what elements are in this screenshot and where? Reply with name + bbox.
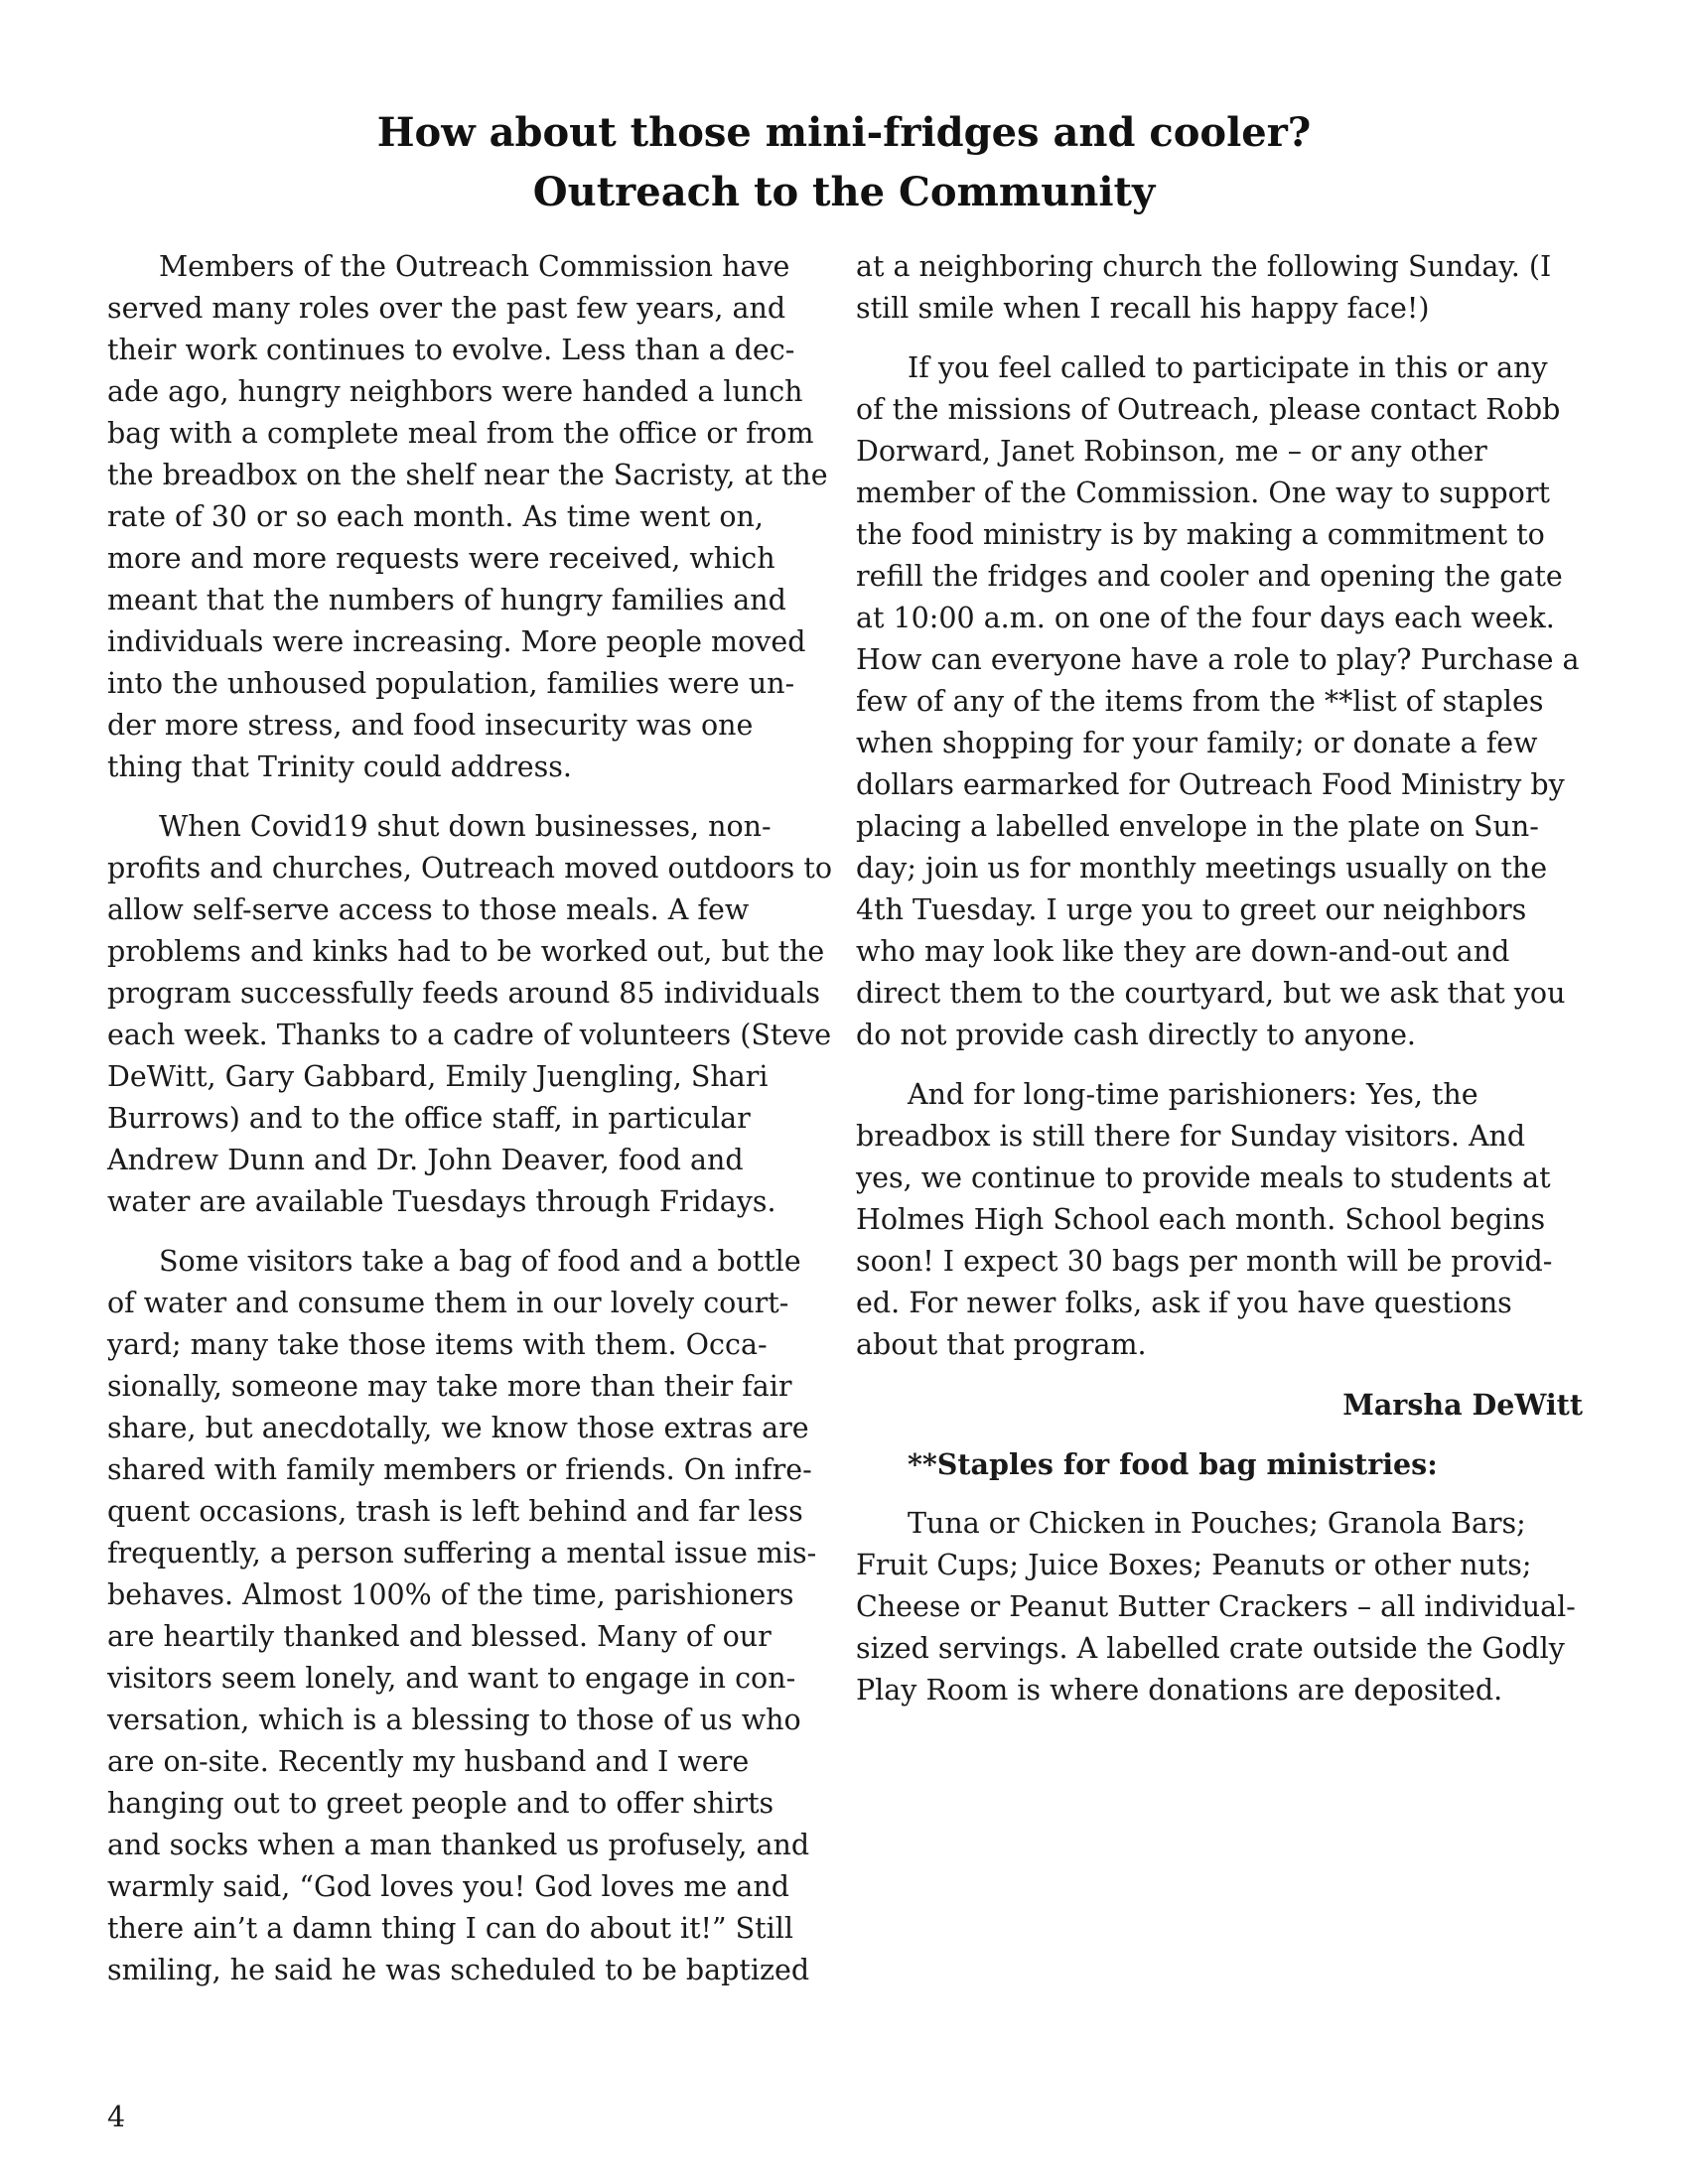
title-line-1: How about those mini-fridges and cooler? [376,109,1312,156]
author-signature: Marsha DeWitt [1342,1388,1583,1422]
right-column [856,246,1583,1729]
page-number: 4 [107,2101,126,2133]
paragraph-continuation: at a neighboring church the following Sunday. (I still smile when I recall his happy face!) [856,250,1552,325]
paragraph-participate: If you feel called to participate in this or any of the missions of Outreach, please contact Robb Dorward, Janet Robinson, me – or any other member of the Commission. One way to support the food ministry is by making a commitment to refill the fridges and cooler and opening the gate at 10:00 a.m. on one of the four days each week. How can everyone have a role to play? Purchase a few of any of the items from the **list of staples when shopping for your family; or donate a few dollars earmarked for Outreach Food Ministry by placing a labelled envelope in the plate on Sunday; join us for monthly meetings usually on the 4th Tuesday. I urge you to greet our neighbors who may look like they are down-and-out and direct them to the courtyard, but we ask that you do not provide cash directly to anyone. [856,351,1580,1051]
paragraph-parishioners: And for long-time parishioners: Yes, the breadbox is still there for Sunday visitors. And yes, we continue to provide meals to students at Holmes High School each month. School begins soon! I expect 30 bags per month will be provided. For newer folks, ask if you have questions about that program. [856,1078,1553,1361]
paragraph-history: Members of the Outreach Commission have served many roles over the past few years, and their work continues to evolve. Less than a decade ago, hungry neighbors were handed a lunch bag with a complete meal from the office or from the breadbox on the shelf near the Sacristy, at the rate of 30 or so each month. As time went on, more and more requests were received, which meant that the numbers of hungry families and individuals were increasing. More people moved into the unhoused population, families were under more stress, and food insecurity was one thing that Trinity could address. [107,250,828,783]
title-line-2: Outreach to the Community [532,169,1156,215]
paragraph-covid: When Covid19 shut down businesses, nonprofits and churches, Outreach moved outdoors to allow self-serve access to those meals. A few problems and kinks had to be worked out, but the program successfully feeds around 85 individuals each week. Thanks to a cadre of volunteers (Steve DeWitt, Gary Gabbard, Emily Juengling, Shari Burrows) and to the office staff, in particular Andrew Dunn and Dr. John Deaver, food and water are available Tuesdays through Fridays. [107,810,832,1218]
paragraph-visitors: Some visitors take a bag of food and a bottle of water and consume them in our lovely courtyard; many take those items with them. Occasionally, someone may take more than their fair share, but anecdotally, we know those extras are shared with family members or friends. On infrequent occasions, trash is left behind and far less frequently, a person suffering a mental issue misbehaves. Almost 100% of the time, parishioners are heartily thanked and blessed. Many of our visitors seem lonely, and want to engage in conversation, which is a blessing to those of us who are on-site. Recently my husband and I were hanging out to greet people and to offer shirts and socks when a man thanked us profusely, and warmly said, “God loves you! God loves me and there ain’t a damn thing I can do about it!” Still smiling, he said he was scheduled to be baptized [107,1245,817,1986]
staples-heading: **Staples for food bag ministries: [908,1447,1438,1481]
staples-list: Tuna or Chicken in Pouches; Granola Bars; Fruit Cups; Juice Boxes; Peanuts or other nuts; Cheese or Peanut Butter Crackers – all individual-sized servings. A labelled crate outside the Godly Play Room is where donations are deposited. [856,1507,1576,1706]
left-column [107,246,832,2009]
page-title [0,103,1688,222]
